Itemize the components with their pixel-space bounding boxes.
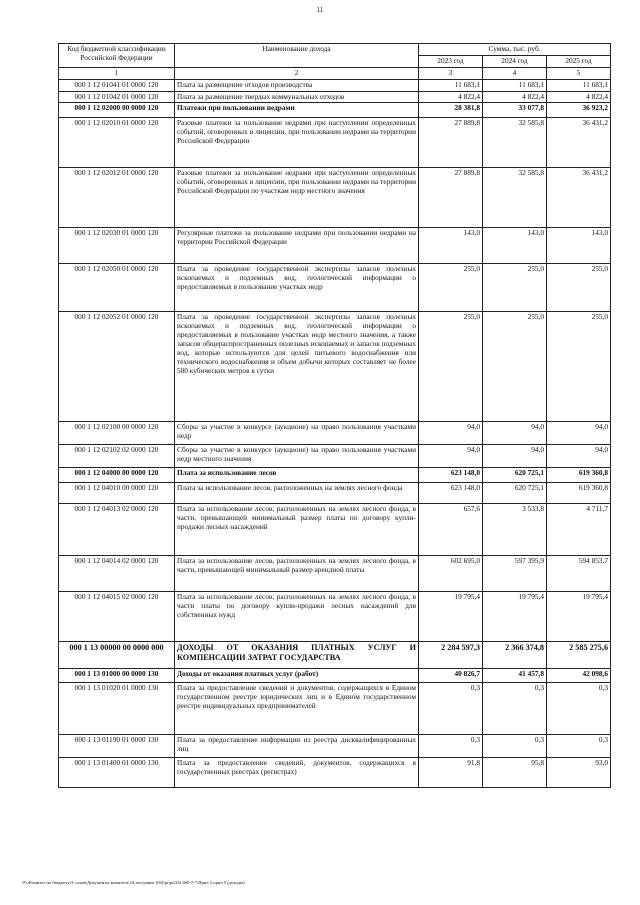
value-2024-cell: 255,0: [483, 312, 547, 422]
code-cell: 000 1 12 04013 02 0000 120: [59, 504, 175, 556]
col-number-2: 2: [175, 67, 419, 79]
value-2025-cell: 143,0: [547, 228, 611, 264]
code-cell: 000 1 12 04000 00 0000 120: [59, 468, 175, 483]
value-2023-cell: 11 683,1: [419, 79, 483, 91]
table-row: [59, 758, 611, 788]
header-sum: Сумма, тыс. руб.: [419, 44, 611, 56]
table-row: [59, 79, 611, 91]
code-cell: 000 1 12 02050 01 0000 120: [59, 264, 175, 312]
table-row: [59, 312, 611, 422]
code-cell: 000 1 12 02010 01 0000 120: [59, 118, 175, 168]
name-cell: Плата за проведение государственной экспертизы запасов полезных ископаемых и подземных вод, геологической информации о предоставляемых в пользование участках недр местного значения, а также запасов общераспространенных полезных ископаемых и запасов подземных вод, которые используются для целей питьевого водоснабжения или технического водоснабжения и объем добычи которых составляет не более 500 кубических метров в сутки: [175, 312, 419, 422]
footer-file-path: \Fs\Комитет по бюджету\3 созыв\Документы комитета\24 заседание (04)\pr\pr(24) 460-7-7\Прил 2 прил 5 (доходы): [22, 880, 245, 885]
value-2024-cell: 94,0: [483, 422, 547, 445]
value-2023-cell: 19 795,4: [419, 592, 483, 642]
value-2024-cell: 0,3: [483, 683, 547, 735]
value-2025-cell: 36 431,2: [547, 118, 611, 168]
value-2023-cell: 91,8: [419, 758, 483, 788]
value-2025-cell: 4 822,4: [547, 91, 611, 103]
code-cell: 000 1 12 04014 02 0000 120: [59, 556, 175, 592]
value-2024-cell: 620 725,1: [483, 468, 547, 483]
name-cell: Сборы за участие в конкурсе (аукционе) на право пользования участками недр местного значения: [175, 445, 419, 468]
table-row: [59, 168, 611, 228]
code-cell: 000 1 12 02102 02 0000 120: [59, 445, 175, 468]
value-2023-cell: 623 148,0: [419, 483, 483, 504]
value-2024-cell: 95,8: [483, 758, 547, 788]
header-year-2023: 2023 год: [419, 55, 483, 67]
table-row: [59, 445, 611, 468]
value-2024-cell: 41 457,8: [483, 669, 547, 683]
table-row: [59, 642, 611, 669]
value-2024-cell: 33 077,8: [483, 103, 547, 118]
value-2023-cell: 0,3: [419, 683, 483, 735]
code-cell: 000 1 12 02000 00 0000 120: [59, 103, 175, 118]
value-2025-cell: 255,0: [547, 264, 611, 312]
name-cell: Плата за предоставление информации из реестра дисквалифицированных лиц: [175, 735, 419, 758]
table-row: [59, 683, 611, 735]
table-body: [59, 79, 611, 788]
col-number-1: 1: [59, 67, 175, 79]
table-row: [59, 504, 611, 556]
value-2025-cell: 42 098,6: [547, 669, 611, 683]
col-number-3: 3: [419, 67, 483, 79]
value-2025-cell: 594 853,7: [547, 556, 611, 592]
value-2023-cell: 27 889,8: [419, 118, 483, 168]
name-cell: Регулярные платежи за пользование недрами при пользовании недрами на территории Российской Федерации: [175, 228, 419, 264]
name-cell: Плата за использование лесов, расположенных на землях лесного фонда: [175, 483, 419, 504]
table-row: [59, 556, 611, 592]
value-2023-cell: 0,3: [419, 735, 483, 758]
code-cell: 000 1 12 04015 02 0000 120: [59, 592, 175, 642]
value-2023-cell: 2 284 597,3: [419, 642, 483, 669]
name-cell: Плата за использование лесов, расположенных на землях лесного фонда, в части, превышающей минимальный размер платы по договору купли-продажи лесных насаждений: [175, 504, 419, 556]
value-2025-cell: 4 711,7: [547, 504, 611, 556]
name-cell: Плата за проведение государственной экспертизы запасов полезных ископаемых и подземных вод, геологической информации о предоставляемых в пользование участках недр: [175, 264, 419, 312]
code-cell: 000 1 12 02052 01 0000 120: [59, 312, 175, 422]
code-cell: 000 1 12 04010 00 0000 120: [59, 483, 175, 504]
table-row: [59, 735, 611, 758]
table-row: [59, 91, 611, 103]
code-cell: 000 1 13 00000 00 0000 000: [59, 642, 175, 669]
header-year-2024: 2024 год: [483, 55, 547, 67]
name-cell: Разовые платежи за пользование недрами при наступлении определенных событий, оговоренных в лицензии, при пользовании недрами на территории Российской Федерации по участкам недр местного значения: [175, 168, 419, 228]
value-2023-cell: 94,0: [419, 445, 483, 468]
value-2025-cell: 0,3: [547, 683, 611, 735]
value-2023-cell: 623 148,0: [419, 468, 483, 483]
value-2024-cell: 620 725,1: [483, 483, 547, 504]
value-2023-cell: 143,0: [419, 228, 483, 264]
table-row: [59, 118, 611, 168]
value-2025-cell: 2 585 275,6: [547, 642, 611, 669]
value-2023-cell: 255,0: [419, 264, 483, 312]
table-row: [59, 483, 611, 504]
value-2023-cell: 40 826,7: [419, 669, 483, 683]
page-number: 11: [316, 6, 324, 14]
value-2025-cell: 94,0: [547, 445, 611, 468]
value-2023-cell: 4 822,4: [419, 91, 483, 103]
value-2024-cell: 94,0: [483, 445, 547, 468]
col-number-5: 5: [547, 67, 611, 79]
table-row: [59, 103, 611, 118]
value-2025-cell: 36 431,2: [547, 168, 611, 228]
value-2025-cell: 11 683,1: [547, 79, 611, 91]
value-2024-cell: 32 585,8: [483, 118, 547, 168]
code-cell: 000 1 12 02100 00 0000 120: [59, 422, 175, 445]
value-2024-cell: 143,0: [483, 228, 547, 264]
code-cell: 000 1 13 01400 01 0000 130: [59, 758, 175, 788]
value-2024-cell: 19 795,4: [483, 592, 547, 642]
header-year-2025: 2025 год: [547, 55, 611, 67]
header-code: Код бюджетной классификации Российской Федерации: [59, 44, 175, 68]
table-row: [59, 592, 611, 642]
value-2024-cell: 11 683,1: [483, 79, 547, 91]
value-2023-cell: 28 381,8: [419, 103, 483, 118]
value-2025-cell: 255,0: [547, 312, 611, 422]
name-cell: Плата за размещение отходов производства: [175, 79, 419, 91]
value-2024-cell: 597 395,9: [483, 556, 547, 592]
header-name: Наименование дохода: [175, 44, 419, 68]
table-row: [59, 228, 611, 264]
value-2025-cell: 619 360,8: [547, 468, 611, 483]
value-2025-cell: 94,0: [547, 422, 611, 445]
name-cell: Плата за предоставление сведений, документов, содержащихся в государственных реестрах (регистрах): [175, 758, 419, 788]
code-cell: 000 1 13 01000 00 0000 130: [59, 669, 175, 683]
code-cell: 000 1 12 02012 01 0000 120: [59, 168, 175, 228]
code-cell: 000 1 12 01041 01 0000 120: [59, 79, 175, 91]
value-2025-cell: 93,0: [547, 758, 611, 788]
name-cell: Плата за использование лесов, расположенных на землях лесного фонда, в части платы по договору купли-продажи лесных насаждений для собственных нужд: [175, 592, 419, 642]
value-2023-cell: 255,0: [419, 312, 483, 422]
name-cell: Плата за использование лесов: [175, 468, 419, 483]
value-2024-cell: 2 366 374,8: [483, 642, 547, 669]
value-2023-cell: 94,0: [419, 422, 483, 445]
col-number-4: 4: [483, 67, 547, 79]
name-cell: Плата за предоставление сведений и документов, содержащихся в Едином государственном реестре юридических лиц и в Едином государственном реестре индивидуальных предпринимателей: [175, 683, 419, 735]
value-2024-cell: 0,3: [483, 735, 547, 758]
value-2023-cell: 27 889,8: [419, 168, 483, 228]
value-2024-cell: 3 533,8: [483, 504, 547, 556]
value-2023-cell: 657,6: [419, 504, 483, 556]
name-cell: Платежи при пользовании недрами: [175, 103, 419, 118]
code-cell: 000 1 12 01042 01 0000 120: [59, 91, 175, 103]
value-2025-cell: 19 795,4: [547, 592, 611, 642]
name-cell: Доходы от оказания платных услуг (работ): [175, 669, 419, 683]
code-cell: 000 1 13 01020 01 0000 130: [59, 683, 175, 735]
name-cell: Плата за использование лесов, расположенных на землях лесного фонда, в части, превышающей минимальный размер арендной платы: [175, 556, 419, 592]
code-cell: 000 1 13 01190 01 0000 130: [59, 735, 175, 758]
value-2025-cell: 36 923,2: [547, 103, 611, 118]
name-cell: ДОХОДЫ ОТ ОКАЗАНИЯ ПЛАТНЫХ УСЛУГ И КОМПЕНСАЦИИ ЗАТРАТ ГОСУДАРСТВА: [175, 642, 419, 669]
value-2024-cell: 4 822,4: [483, 91, 547, 103]
name-cell: Разовые платежи за пользование недрами при наступлении определенных событий, оговоренных в лицензии, при пользовании недрами на территории Российской Федерации: [175, 118, 419, 168]
value-2023-cell: 602 695,0: [419, 556, 483, 592]
value-2024-cell: 255,0: [483, 264, 547, 312]
table-row: [59, 468, 611, 483]
value-2025-cell: 0,3: [547, 735, 611, 758]
name-cell: Плата за размещение твердых коммунальных отходов: [175, 91, 419, 103]
table-row: [59, 422, 611, 445]
code-cell: 000 1 12 02030 01 0000 120: [59, 228, 175, 264]
value-2024-cell: 32 585,8: [483, 168, 547, 228]
name-cell: Сборы за участие в конкурсе (аукционе) на право пользования участками недр: [175, 422, 419, 445]
table-row: [59, 669, 611, 683]
income-table: [58, 43, 611, 788]
value-2025-cell: 619 360,8: [547, 483, 611, 504]
table-row: [59, 264, 611, 312]
